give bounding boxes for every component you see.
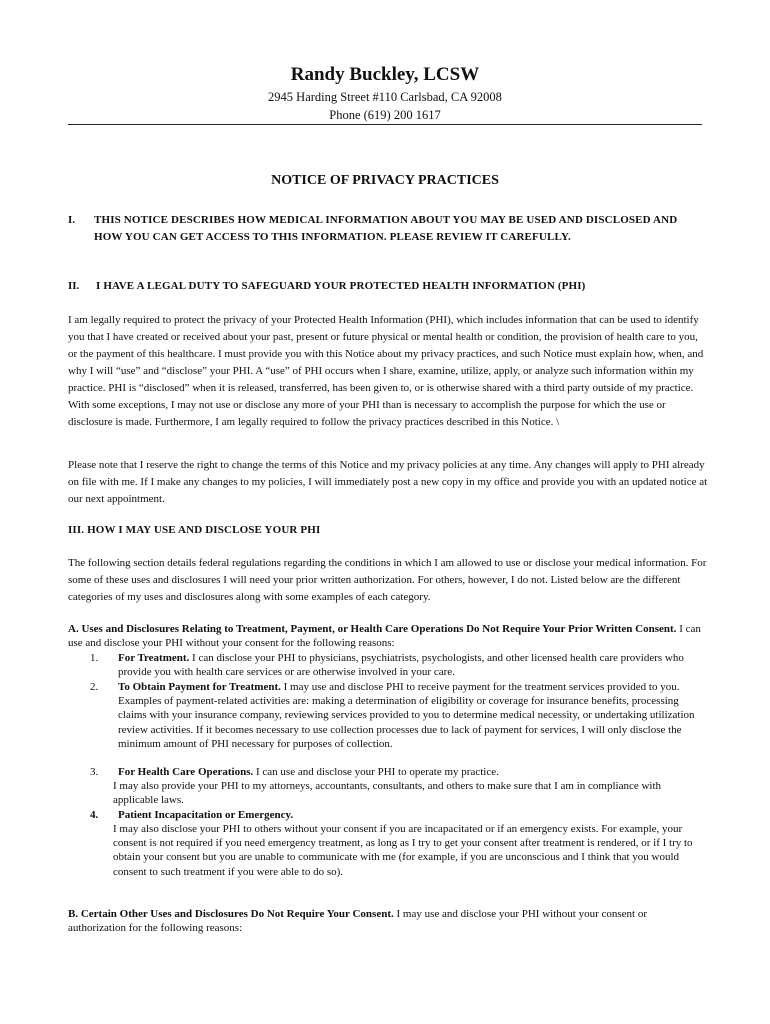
subsection-a-text: I can use and disclose your PHI without your consent for the following reasons:	[68, 623, 701, 650]
item-2-payment	[118, 680, 698, 751]
item-1-text: I can disclose your PHI to physicians, psychiatrists, psychologists, and other licensed health care providers who provide you with health care services or are otherwise involved in your care.	[118, 652, 684, 679]
section-ii-heading: I HAVE A LEGAL DUTY TO SAFEGUARD YOUR PROTECTED HEALTH INFORMATION (PHI)	[96, 280, 586, 292]
item-4-number: 4.	[90, 809, 99, 821]
section-i-numeral: I.	[68, 214, 76, 226]
item-2-text: I may use and disclose PHI to receive payment for the treatment services provided to you. Examples of payment-related activities are: making a determination of eligibility or coverage for insurance benefits, processing claims with your insurance company, reviewing services provided to you to determine medical necessity, or undertaking utilization review activities. If it becomes necessary to use collection processes due to lack of payment for services, I will only disclose the minimum amount of PHI necessary for purposes of collection.	[118, 681, 695, 750]
item-2-number: 2.	[90, 681, 99, 693]
section-iii-heading: III. HOW I MAY USE AND DISCLOSE YOUR PHI	[68, 524, 321, 536]
item-3-operations	[118, 765, 698, 779]
subsection-b-text: I may use and disclose your PHI without your consent or authorization for the following reasons:	[68, 908, 647, 935]
item-1-treatment	[118, 651, 708, 679]
item-1-number: 1.	[90, 652, 99, 664]
practitioner-name: Randy Buckley, LCSW	[290, 64, 480, 85]
notice-title: NOTICE OF PRIVACY PRACTICES	[271, 173, 499, 188]
item-2-title: To Obtain Payment for Treatment.	[118, 681, 281, 693]
uses-disclosures-intro-paragraph: The following section details federal regulations regarding the conditions in which I am allowed to use or disclose your medical information. For some of these uses and disclosures I will need your prior written authorization. For others, however, I do not. Listed below are the different categories of my uses and disclosures along with some examples of each category.	[68, 557, 707, 603]
privacy-duty-paragraph: I am legally required to protect the privacy of your Protected Health Information (PHI), which includes information that can be used to identify you that I have created or received about your past, present or future physical or mental health or condition, the provision of health care to you, or the payment of this healthcare. I must provide you with this Notice about my privacy practices, and such Notice must explain how, when, and why I will “use” and “disclose” your PHI. A “use” of PHI occurs when I share, examine, utilize, apply, or analyze such information within my practice. PHI is “disclosed” when it is released, transferred, has been given to, or is otherwise shared with a third party outside of my practice. With some exceptions, I may not use or disclose any more of your PHI than is necessary to accomplish the purpose for which the use or disclosure is made. Furthermore, I am legally required to follow the privacy practices described in this Notice. \	[68, 314, 704, 428]
item-3-number: 3.	[90, 766, 99, 778]
item-4-continuation: I may also disclose your PHI to others without your consent if you are incapacitated or if an emergency exists. For example, your consent is not required if you need emergency treatment, as long as I try to get your consent after treatment is rendered, or if I try to obtain your consent but you are unable to communicate with me (for example, if you are unconscious and I think that you would consent to such treatment if you were able to do so).	[113, 823, 693, 878]
header-divider	[68, 124, 702, 125]
subsection-b	[68, 907, 698, 935]
item-3-continuation: I may also provide your PHI to my attorneys, accountants, consultants, and others to make sure that I am in compliance with applicable laws.	[113, 780, 662, 807]
section-i-heading: THIS NOTICE DESCRIBES HOW MEDICAL INFORMATION ABOUT YOU MAY BE USED AND DISCLOSED AND HOW YOU CAN GET ACCESS TO THIS INFORMATION. PLEASE REVIEW IT CAREFULLY.	[94, 214, 678, 243]
right-to-change-paragraph: Please note that I reserve the right to change the terms of this Notice and my privacy policies at any time. Any changes will apply to PHI already on file with me. If I make any changes to my policies, I will immediately post a new copy in my office and provide you with an updated notice at our next appointment.	[68, 459, 708, 505]
subsection-b-heading: B. Certain Other Uses and Disclosures Do Not Require Your Consent.	[68, 908, 394, 920]
practice-phone: Phone (619) 200 1617	[329, 108, 441, 122]
item-4-title: Patient Incapacitation or Emergency.	[118, 809, 294, 821]
practice-address: 2945 Harding Street #110 Carlsbad, CA 92008	[268, 90, 502, 104]
subsection-a	[68, 622, 708, 650]
section-ii-numeral: II.	[68, 280, 80, 292]
item-3-title: For Health Care Operations.	[118, 766, 254, 778]
item-3-text: I can use and disclose your PHI to operate my practice.	[253, 766, 499, 778]
item-1-title: For Treatment.	[118, 652, 190, 664]
subsection-a-heading: A. Uses and Disclosures Relating to Treatment, Payment, or Health Care Operations Do Not Require Your Prior Written Consent.	[68, 623, 677, 635]
